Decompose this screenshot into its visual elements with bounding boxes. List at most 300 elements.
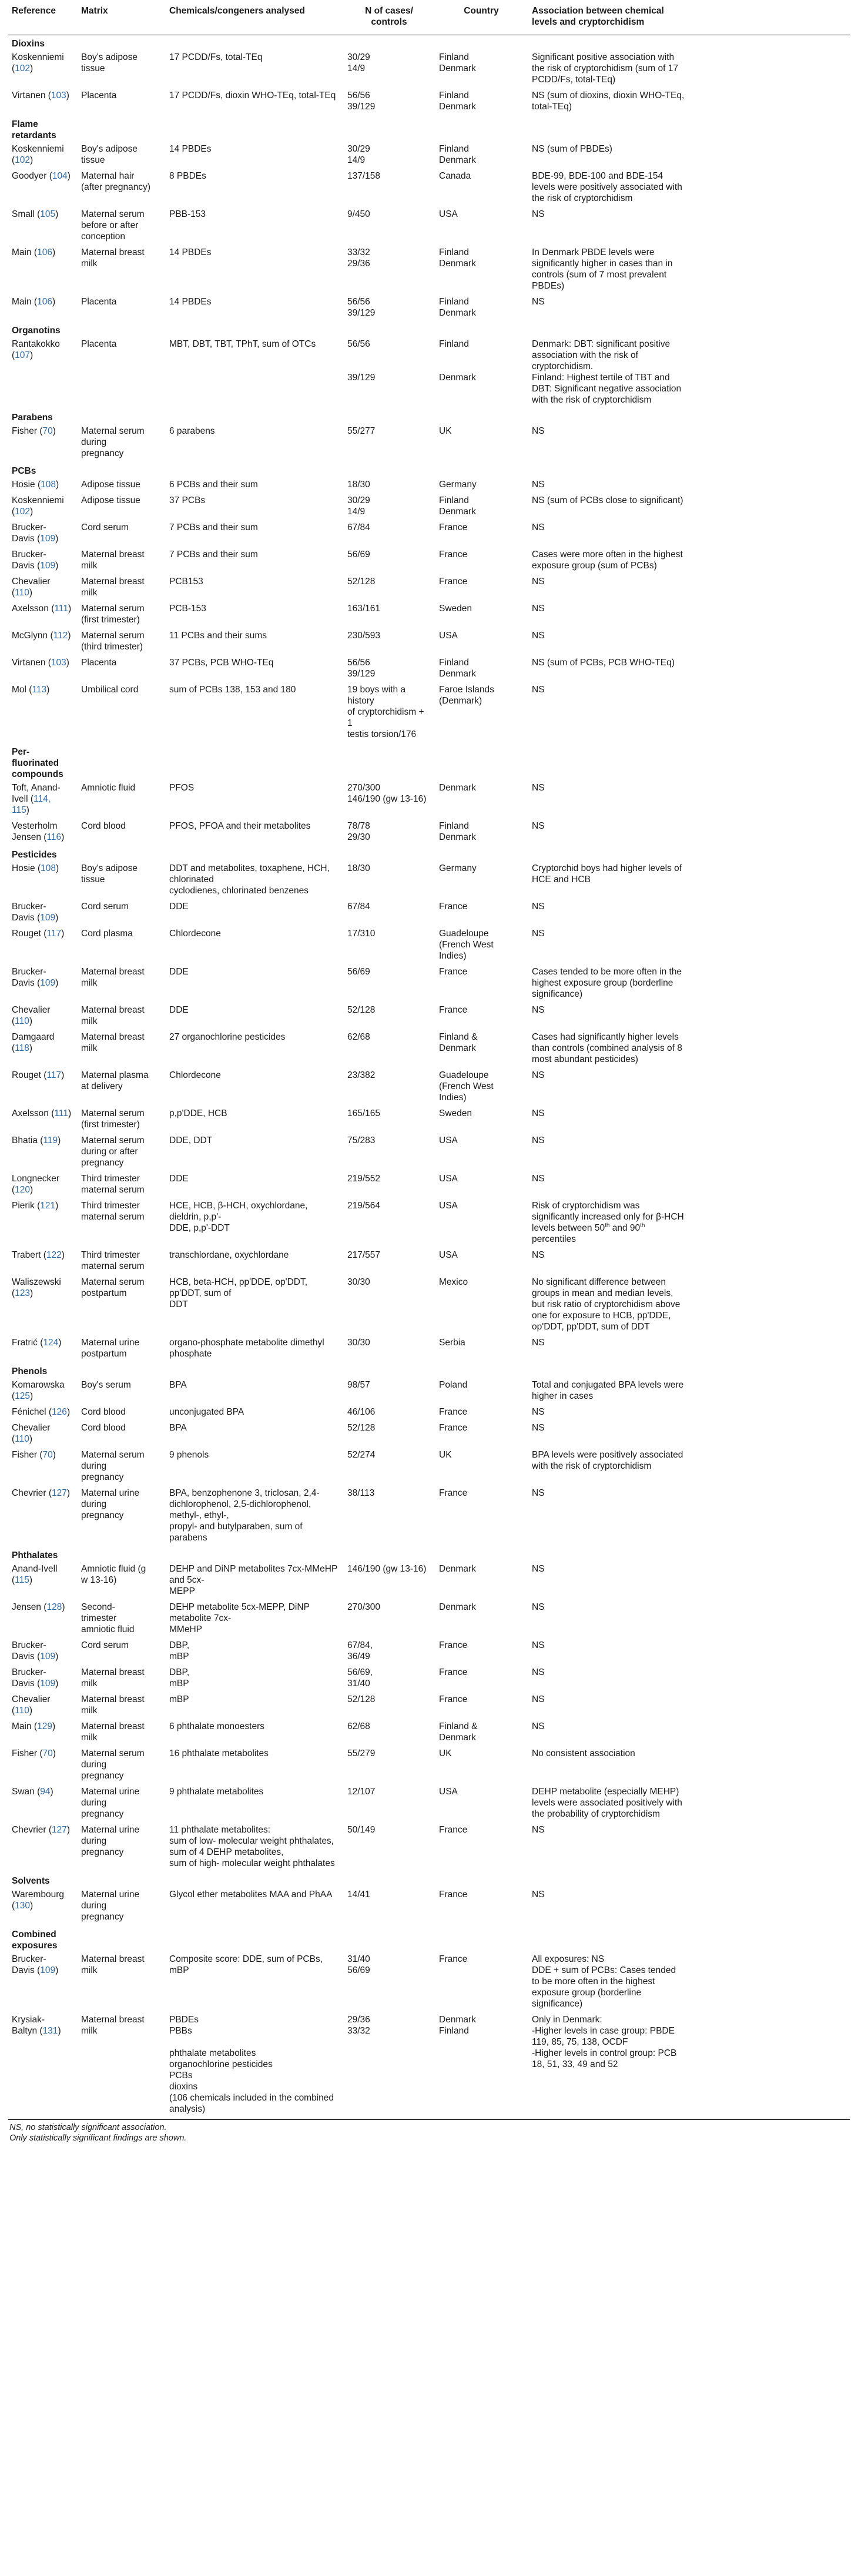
- association-text: Cases were more often in the highest exposure group (sum of PCBs): [532, 550, 683, 571]
- association-text: Denmark: DBT: significant positive association with the risk of cryptorchidism. Finland: Highest tertile of TBT and DBT: Significant negative association with the risk of cryptorchidism: [532, 339, 682, 405]
- matrix-cell: Third trimester maternal serum: [81, 1250, 145, 1271]
- reference-link[interactable]: 124: [43, 1338, 59, 1348]
- reference-link[interactable]: 125: [15, 1391, 31, 1401]
- reference-author: McGlynn: [12, 631, 48, 641]
- chemicals-cell: 9 phthalate metabolites: [169, 1787, 264, 1797]
- association-text: NS: [532, 1423, 545, 1433]
- reference-cell: Rouget (117): [12, 929, 65, 939]
- section-title: Flame retardants: [12, 119, 56, 140]
- chemicals-cell: DDE: [169, 1005, 189, 1015]
- n-cases-controls-cell: 56/56 39/129: [347, 658, 376, 679]
- country-cell: France: [439, 1640, 468, 1650]
- chemicals-cell: DEHP and DiNP metabolites 7cx-MMeHP and 5cx- MEPP: [169, 1564, 338, 1596]
- table-row: [8, 819, 850, 846]
- country-cell: Finland Denmark: [439, 495, 476, 517]
- reference-cell: Chevalier (110): [12, 1423, 51, 1444]
- chemicals-cell: Chlordecone: [169, 1070, 221, 1080]
- table-body: [8, 35, 850, 2118]
- reference-author: Pierik: [12, 1201, 35, 1211]
- association-cell: [528, 782, 858, 816]
- table-row: [8, 295, 850, 322]
- chemicals-cell: MBT, DBT, TBT, TPhT, sum of OTCs: [169, 339, 316, 349]
- n-cases-controls-cell: 67/84: [347, 902, 370, 912]
- reference-link[interactable]: 110: [15, 588, 29, 598]
- association-cell: [528, 684, 858, 740]
- association-cell: [528, 901, 858, 923]
- matrix-cell: Maternal serum before or after conception: [81, 209, 145, 242]
- association-text: In Denmark PBDE levels were significantly higher in cases than in controls (sum of 7 most prevalent PBDEs): [532, 247, 673, 291]
- table-row: [8, 142, 850, 169]
- association-text: NS: [532, 1250, 545, 1260]
- country-cell: USA: [439, 1135, 458, 1145]
- n-cases-controls-cell: 46/106: [347, 1407, 376, 1417]
- reference-cell: Chevalier (110): [12, 1005, 51, 1026]
- matrix-cell: Placenta: [81, 91, 117, 101]
- reference-link[interactable]: 129: [37, 1721, 52, 1731]
- reference-link[interactable]: 121: [40, 1201, 56, 1211]
- table-row: [8, 1720, 850, 1747]
- chemicals-cell: 11 PCBs and their sums: [169, 631, 267, 641]
- reference-link[interactable]: 103: [51, 91, 66, 101]
- association-text: Cases had significantly higher levels than controls (combined analysis of 8 most abundant pesticides): [532, 1032, 682, 1064]
- reference-cell: Chevalier (110): [12, 577, 51, 598]
- association-cell: [528, 576, 858, 598]
- matrix-cell: Cord blood: [81, 821, 126, 831]
- reference-cell: Brucker- Davis (109): [12, 902, 59, 923]
- reference-link[interactable]: 111: [54, 604, 68, 614]
- reference-link[interactable]: 118: [15, 1043, 29, 1053]
- reference-link[interactable]: 126: [52, 1407, 67, 1417]
- matrix-cell: Maternal urine postpartum: [81, 1338, 140, 1359]
- reference-cell: Fisher (70): [12, 1748, 56, 1758]
- country-cell: Finland & Denmark: [439, 1032, 478, 1053]
- table-row: [8, 575, 850, 602]
- reference-link[interactable]: 70: [42, 1748, 53, 1758]
- reference-link[interactable]: 105: [40, 209, 56, 219]
- association-text: NS: [532, 1667, 545, 1677]
- reference-author: Rouget: [12, 1070, 41, 1080]
- reference-author: Brucker- Davis: [12, 522, 46, 544]
- section-title: Dioxins: [12, 39, 45, 49]
- country-cell: Guadeloupe (French West Indies): [439, 1070, 494, 1103]
- reference-author: Virtanen: [12, 658, 46, 668]
- association-text: NS: [532, 297, 545, 307]
- n-cases-controls-cell: 62/68: [347, 1032, 370, 1042]
- chemicals-cell: 16 phthalate metabolites: [169, 1748, 269, 1758]
- table-row: [8, 1666, 850, 1693]
- country-cell: USA: [439, 1201, 458, 1211]
- reference-link[interactable]: 109: [40, 534, 56, 544]
- country-cell: Serbia: [439, 1338, 465, 1348]
- reference-cell: Brucker- Davis (109): [12, 522, 59, 544]
- chemicals-cell: 14 PBDEs: [169, 247, 212, 257]
- reference-author: Fisher: [12, 1748, 38, 1758]
- chemicals-cell: 14 PBDEs: [169, 144, 212, 154]
- reference-link[interactable]: 103: [51, 658, 66, 668]
- association-text: BPA levels were positively associated with the risk of cryptorchidism: [532, 1450, 683, 1471]
- n-cases-controls-cell: 56/56 39/129: [347, 297, 376, 318]
- country-cell: France: [439, 550, 468, 560]
- reference-link[interactable]: 109: [40, 561, 56, 571]
- n-cases-controls-cell: 163/161: [347, 604, 381, 614]
- reference-author: Fisher: [12, 1450, 38, 1460]
- association-cell: [528, 2014, 858, 2115]
- reference-author: Main: [12, 247, 32, 257]
- country-cell: Finland Denmark: [439, 52, 476, 73]
- reference-link[interactable]: 130: [15, 1901, 31, 1911]
- association-cell: [528, 479, 858, 490]
- reference-cell: Virtanen (103): [12, 658, 69, 668]
- association-text: All exposures: NS DDE + sum of PCBs: Cases tended to be more often in the highest exposure group (borderline significance): [532, 1954, 676, 2009]
- country-cell: Denmark: [439, 1602, 476, 1612]
- chemicals-cell: BPA: [169, 1380, 187, 1390]
- association-cell: [528, 170, 858, 204]
- table-row: [8, 1486, 850, 1547]
- table-row: [8, 1639, 850, 1666]
- association-cell: [528, 247, 858, 292]
- reference-link[interactable]: 120: [15, 1185, 31, 1195]
- reference-link[interactable]: 115: [15, 1575, 29, 1585]
- reference-link[interactable]: 122: [46, 1250, 62, 1260]
- association-cell: [528, 1721, 858, 1743]
- table-row: [8, 1107, 850, 1134]
- matrix-cell: Maternal serum during pregnancy: [81, 1748, 145, 1781]
- reference-link[interactable]: 117: [46, 929, 62, 939]
- reference-author: Brucker- Davis: [12, 967, 46, 988]
- country-cell: France: [439, 967, 468, 977]
- association-text: No consistent association: [532, 1748, 635, 1758]
- n-cases-controls-cell: 56/56 39/129: [347, 339, 376, 383]
- reference-link[interactable]: 109: [40, 913, 56, 923]
- n-cases-controls-cell: 31/40 56/69: [347, 1954, 370, 1975]
- association-text: NS: [532, 821, 545, 831]
- section-title: Phthalates: [12, 1550, 58, 1560]
- association-cell: [528, 1449, 858, 1483]
- reference-author: Brucker- Davis: [12, 1954, 46, 1975]
- reference-cell: Warembourg (130): [12, 1890, 65, 1911]
- table-row: [8, 1275, 850, 1336]
- reference-author: Chevalier: [12, 1005, 51, 1015]
- reference-cell: Chevrier (127): [12, 1825, 71, 1835]
- reference-author: Jensen: [12, 1602, 41, 1612]
- reference-link[interactable]: 102: [15, 507, 31, 517]
- reference-link[interactable]: 109: [40, 1679, 56, 1689]
- association-cell: [528, 1602, 858, 1635]
- table-row: [8, 521, 850, 548]
- matrix-cell: Maternal breast milk: [81, 1721, 145, 1743]
- reference-link[interactable]: 113: [32, 685, 47, 695]
- table-row: [8, 1693, 850, 1720]
- chemicals-cell: DBP, mBP: [169, 1640, 190, 1661]
- matrix-cell: Maternal serum (first trimester): [81, 604, 145, 625]
- matrix-cell: Placenta: [81, 339, 117, 349]
- table-row: [8, 1248, 850, 1275]
- n-cases-controls-cell: 219/564: [347, 1201, 381, 1211]
- association-cell: [528, 143, 858, 166]
- association-cell: [528, 1488, 858, 1543]
- reference-cell: Toft, Anand- Ivell (114, 115): [12, 783, 61, 815]
- association-text: NS: [532, 685, 545, 695]
- country-cell: USA: [439, 209, 458, 219]
- association-text: NS (sum of PCBs close to significant): [532, 495, 683, 505]
- reference-link[interactable]: 108: [41, 863, 56, 873]
- reference-cell: Main (129): [12, 1721, 56, 1731]
- reference-author: Bhatia: [12, 1135, 38, 1145]
- chemicals-cell: PBB-153: [169, 209, 206, 219]
- matrix-cell: Adipose tissue: [81, 480, 140, 490]
- association-cell: [528, 1004, 858, 1027]
- n-cases-controls-cell: 30/30: [347, 1277, 370, 1287]
- reference-cell: Small (105): [12, 209, 59, 219]
- association-text: NS: [532, 1135, 545, 1145]
- chemicals-cell: DDE: [169, 902, 189, 912]
- matrix-cell: Maternal breast milk: [81, 577, 145, 598]
- association-text: Only in Denmark: -Higher levels in case group: PBDE 119, 85, 75, 138, OCDF -Higher levels in control group: PCB 18, 51, 33, 49 and 52: [532, 2015, 677, 2069]
- reference-link[interactable]: 110: [15, 1434, 29, 1444]
- chemicals-cell: PCB-153: [169, 604, 206, 614]
- chemicals-cell: DBP, mBP: [169, 1667, 190, 1689]
- chemicals-cell: DDE: [169, 967, 189, 977]
- matrix-cell: Boy's adipose tissue: [81, 52, 138, 73]
- n-cases-controls-cell: 33/32 29/36: [347, 247, 370, 269]
- n-cases-controls-cell: 52/274: [347, 1450, 376, 1460]
- reference-link[interactable]: 104: [52, 171, 68, 181]
- country-cell: France: [439, 522, 468, 532]
- association-text: NS: [532, 1890, 545, 1900]
- n-cases-controls-cell: 270/300: [347, 1602, 381, 1612]
- reference-link[interactable]: 94: [40, 1787, 51, 1797]
- table-row: [8, 548, 850, 575]
- chemicals-cell: 9 phenols: [169, 1450, 209, 1460]
- reference-author: Toft, Anand- Ivell: [12, 783, 61, 804]
- association-cell: [528, 549, 858, 571]
- table-row: [8, 683, 850, 743]
- reference-cell: Koskenniemi (102): [12, 495, 64, 517]
- association-cell: [528, 603, 858, 625]
- association-cell: [528, 1786, 858, 1820]
- matrix-cell: Maternal plasma at delivery: [81, 1070, 149, 1091]
- association-text: NS: [532, 1694, 545, 1704]
- reference-link[interactable]: 70: [42, 426, 53, 436]
- reference-link[interactable]: 114, 115: [12, 794, 51, 815]
- association-cell: [528, 1667, 858, 1689]
- association-cell: [528, 52, 858, 85]
- n-cases-controls-cell: 52/128: [347, 1423, 376, 1433]
- association-cell: [528, 1379, 858, 1402]
- reference-cell: Waliszewski (123): [12, 1277, 61, 1298]
- n-cases-controls-cell: 230/593: [347, 631, 381, 641]
- section-title: Per- fluorinated compounds: [12, 747, 63, 779]
- reference-author: Brucker- Davis: [12, 1640, 46, 1661]
- association-text: No significant difference between groups in mean and median levels, but risk ratio of cryptorchidism above one for exposure to HCB, pp'DDE, op'DDT, pp'DDT, sum of DDT: [532, 1277, 681, 1332]
- association-cell: [528, 426, 858, 459]
- reference-link[interactable]: 109: [40, 1965, 56, 1975]
- association-cell: [528, 1070, 858, 1103]
- association-cell: [528, 1031, 858, 1065]
- association-text: NS: [532, 1721, 545, 1731]
- chemicals-cell: 27 organochlorine pesticides: [169, 1032, 286, 1042]
- association-text: NS: [532, 1488, 545, 1498]
- reference-link[interactable]: 110: [15, 1016, 29, 1026]
- table-row: [8, 862, 850, 900]
- header-country: Country: [464, 6, 499, 16]
- association-text: Cryptorchid boys had higher levels of HCE and HCB: [532, 863, 682, 885]
- n-cases-controls-cell: 217/557: [347, 1250, 381, 1260]
- association-text: NS: [532, 577, 545, 587]
- header-reference: Reference: [12, 6, 56, 16]
- table-row: [8, 478, 850, 494]
- association-cell: [528, 1694, 858, 1716]
- association-text: Cases tended to be more often in the highest exposure group (borderline significance): [532, 967, 682, 999]
- association-cell: [528, 1889, 858, 1922]
- table-row: [8, 1421, 850, 1448]
- reference-cell: Koskenniemi (102): [12, 52, 64, 73]
- reference-link[interactable]: 117: [46, 1070, 62, 1080]
- n-cases-controls-cell: 56/56 39/129: [347, 91, 376, 112]
- reference-link[interactable]: 70: [42, 1450, 53, 1460]
- n-cases-controls-cell: 55/279: [347, 1748, 376, 1758]
- table-row: [8, 1405, 850, 1421]
- reference-link[interactable]: 110: [15, 1706, 29, 1716]
- reference-link[interactable]: 106: [37, 247, 52, 257]
- n-cases-controls-cell: 30/29 14/9: [347, 144, 370, 165]
- country-cell: USA: [439, 1174, 458, 1184]
- country-cell: France: [439, 902, 468, 912]
- reference-author: Virtanen: [12, 91, 46, 101]
- reference-cell: Brucker- Davis (109): [12, 550, 59, 571]
- matrix-cell: Cord blood: [81, 1423, 126, 1433]
- association-cell: [528, 966, 858, 1000]
- table-row: [8, 1747, 850, 1785]
- chemicals-cell: BPA, benzophenone 3, triclosan, 2,4- dichlorophenol, 2,5-dichlorophenol, methyl-, ethyl-, propyl- and butylparaben, sum of parabens: [169, 1488, 320, 1543]
- reference-link[interactable]: 106: [37, 297, 52, 307]
- association-text: NS: [532, 1005, 545, 1015]
- n-cases-controls-cell: 12/107: [347, 1787, 376, 1797]
- association-text: NS: [532, 426, 545, 436]
- reference-link[interactable]: 109: [40, 1652, 56, 1661]
- association-text: DEHP metabolite (especially MEHP) levels were associated positively with the probability of cryptorchidism: [532, 1787, 682, 1819]
- table-row: [8, 1823, 850, 1872]
- reference-link[interactable]: 116: [46, 832, 62, 842]
- table-row: [8, 602, 850, 629]
- association-cell: [528, 1200, 858, 1245]
- association-text: NS: [532, 631, 545, 641]
- chemicals-cell: DDE, DDT: [169, 1135, 213, 1145]
- reference-link[interactable]: 131: [42, 2026, 58, 2036]
- n-cases-controls-cell: 56/69: [347, 550, 370, 560]
- n-cases-controls-cell: 165/165: [347, 1108, 381, 1118]
- section-title: Organotins: [12, 326, 61, 336]
- association-cell: [528, 1337, 858, 1359]
- reference-link[interactable]: 107: [15, 350, 31, 360]
- n-cases-controls-cell: 56/69, 31/40: [347, 1667, 373, 1689]
- matrix-cell: Boy's adipose tissue: [81, 863, 138, 885]
- reference-link[interactable]: 102: [15, 155, 31, 165]
- reference-link[interactable]: 119: [43, 1135, 58, 1145]
- reference-author: Damgaard: [12, 1032, 55, 1042]
- association-text: NS: [532, 209, 545, 219]
- reference-cell: Mol (113): [12, 685, 50, 695]
- association-cell: [528, 296, 858, 319]
- country-cell: France: [439, 1005, 468, 1015]
- matrix-cell: Maternal urine during pregnancy: [81, 1825, 140, 1857]
- association-text: NS: [532, 1825, 545, 1835]
- n-cases-controls-cell: 146/190 (gw 13-16): [347, 1564, 427, 1574]
- association-cell: [528, 1108, 858, 1130]
- country-cell: Faroe Islands (Denmark): [439, 685, 494, 706]
- matrix-cell: Amniotic fluid: [81, 783, 136, 793]
- association-text: Total and conjugated BPA levels were higher in cases: [532, 1380, 684, 1401]
- matrix-cell: Maternal breast milk: [81, 1694, 145, 1716]
- matrix-cell: Cord serum: [81, 1640, 129, 1650]
- country-cell: Denmark: [439, 783, 476, 793]
- table-row: [8, 965, 850, 1003]
- association-text: Significant positive association with the risk of cryptorchidism (sum of 17 PCDD/Fs, total-TEq): [532, 52, 678, 85]
- association-cell: [528, 339, 858, 406]
- table-header: [8, 0, 850, 35]
- reference-author: Trabert: [12, 1250, 41, 1260]
- association-text: NS: [532, 1640, 545, 1650]
- reference-link[interactable]: 123: [15, 1288, 31, 1298]
- matrix-cell: Maternal breast milk: [81, 550, 145, 571]
- reference-cell: Fénichel (126): [12, 1407, 71, 1417]
- association-text: NS: [532, 1602, 545, 1612]
- reference-link[interactable]: 109: [40, 978, 56, 988]
- association-text: NS: [532, 522, 545, 532]
- n-cases-controls-cell: 14/41: [347, 1890, 370, 1900]
- matrix-cell: Maternal serum during pregnancy: [81, 1450, 145, 1482]
- reference-author: Brucker- Davis: [12, 550, 46, 571]
- association-text: NS: [532, 1564, 545, 1574]
- reference-link[interactable]: 128: [46, 1602, 62, 1612]
- reference-author: Krysiak- Baltyn: [12, 2015, 45, 2036]
- chemicals-cell: 7 PCBs and their sum: [169, 522, 258, 532]
- section-title: Parabens: [12, 413, 53, 423]
- reference-link[interactable]: 127: [52, 1488, 67, 1498]
- table-row: [8, 1888, 850, 1926]
- table-row: [8, 1172, 850, 1199]
- chemicals-cell: p,p'DDE, HCB: [169, 1108, 227, 1118]
- table-row: [8, 51, 850, 89]
- matrix-cell: Maternal serum during pregnancy: [81, 426, 145, 458]
- chemicals-cell: BPA: [169, 1423, 187, 1433]
- chemicals-cell: PFOS, PFOA and their metabolites: [169, 821, 311, 831]
- reference-cell: Virtanen (103): [12, 91, 69, 101]
- reference-cell: Jensen (128): [12, 1602, 65, 1612]
- country-cell: Mexico: [439, 1277, 468, 1287]
- table-row: [8, 781, 850, 819]
- association-text: NS: [532, 1407, 545, 1417]
- reference-author: Warembourg: [12, 1890, 65, 1900]
- reference-link[interactable]: 108: [41, 480, 56, 490]
- association-cell: [528, 1824, 858, 1869]
- reference-author: Rantakokko: [12, 339, 60, 349]
- association-cell: [528, 495, 858, 517]
- table-row: [8, 2013, 850, 2118]
- matrix-cell: Cord plasma: [81, 929, 133, 939]
- association-text: NS: [532, 1108, 545, 1118]
- reference-link[interactable]: 127: [52, 1825, 67, 1835]
- country-cell: UK: [439, 426, 452, 436]
- reference-link[interactable]: 102: [15, 63, 31, 73]
- matrix-cell: Maternal serum (third trimester): [81, 631, 145, 652]
- country-cell: Finland & Denmark: [439, 1721, 478, 1743]
- reference-author: Chevalier: [12, 577, 51, 587]
- reference-link[interactable]: 111: [54, 1108, 68, 1118]
- reference-link[interactable]: 112: [53, 631, 68, 641]
- n-cases-controls-cell: 50/149: [347, 1825, 376, 1835]
- n-cases-controls-cell: 18/30: [347, 863, 370, 873]
